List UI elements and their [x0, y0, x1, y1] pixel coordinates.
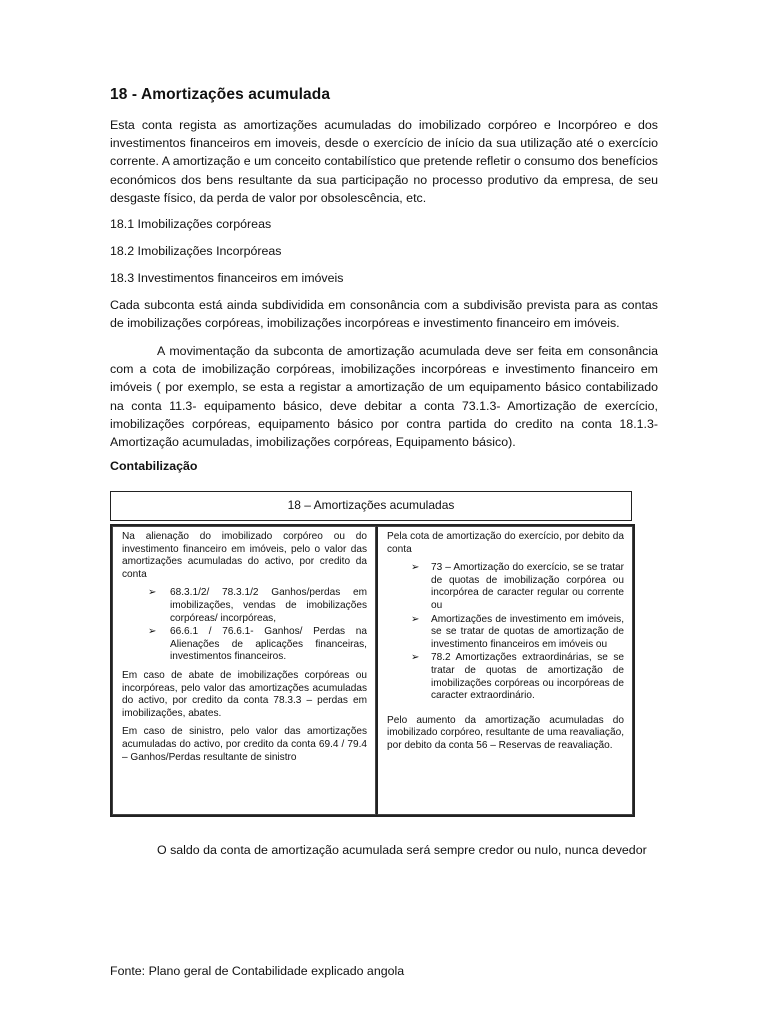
list-item	[122, 587, 367, 625]
left-bullet-list	[122, 587, 367, 664]
list-item	[387, 652, 624, 702]
right-intro-text: Pela cota de amortização do exercício, por debito da conta	[387, 531, 624, 555]
right-bullet-list	[387, 562, 624, 703]
section-heading: 18 - Amortizações acumulada	[110, 86, 331, 103]
subaccount-item: 18.3 Investimentos financeiros em imóveis	[110, 271, 344, 285]
bullet-text: 68.3.1/2/ 78.3.1/2 Ganhos/perdas em imobilizações, vendas de imobilizações corpóreas/ incorpóreas,	[170, 587, 367, 624]
right-reavaliacao-text: Pelo aumento da amortização acumuladas do imobilizado corpóreo, resultante de uma reavaliação, por debito da conta 56 – Reservas de reavaliação.	[387, 714, 624, 751]
list-item	[122, 626, 367, 664]
table-debit-column	[112, 526, 376, 815]
table-credit-column	[376, 526, 633, 815]
movement-paragraph: A movimentação da subconta de amortização acumulada deve ser feita em consonância com a cota de imobilização corpóreas, imobilizações incorpóreas e investimento financeiro em imóveis ( por exemplo, se esta a registar a amortização de um equipamento básico contabilizado na conta 11.3- equipamento básico, deve debitar a conta 73.1.3- Amortização de exercício, imobilizações corpóreas, equipamento básico por contra partida do credito na conta 18.1.3- Amortização acumuladas, imobilizações corpóreas, Equipamento básico).	[110, 344, 658, 450]
left-abate-text: Em caso de abate de imobilizações corpóreas ou incorpóreas, pelo valor das amortizações acumuladas do activo, por credito da conta 78.3.3 – perdas em imobilizações, abates.	[122, 669, 367, 719]
intro-paragraph: Esta conta regista as amortizações acumuladas do imobilizado corpóreo e Incorpóreo e dos investimentos financeiros em imoveis, desde o exercício de início da sua utilização até o exercício corrente. A amortização e um conceito contabilístico que pretende refletir o consumo dos benefícios económicos dos bens resultante da sua participação no processo produtivo da empresa, de seu desgaste físico, da perda de valor por obsolescência, etc.	[110, 118, 658, 205]
arrow-bullet-icon: ➢	[411, 562, 420, 574]
arrow-bullet-icon: ➢	[411, 613, 420, 625]
arrow-bullet-icon: ➢	[148, 587, 157, 599]
subdivision-paragraph: Cada subconta está ainda subdividida em consonância com a subdivisão prevista para as contas de imobilizações corpóreas, imobilizações incorpóreas e investimento financeiro em imóveis.	[110, 298, 658, 331]
list-item	[387, 562, 624, 612]
arrow-bullet-icon: ➢	[148, 626, 157, 638]
subaccount-item: 18.2 Imobilizações Incorpóreas	[110, 244, 282, 258]
subaccount-item: 18.1 Imobilizações corpóreas	[110, 217, 272, 231]
closing-paragraph: O saldo da conta de amortização acumulada será sempre credor ou nulo, nunca devedor	[157, 843, 647, 857]
list-item	[387, 614, 624, 652]
left-sinistro-text: Em caso de sinistro, pelo valor das amortizações acumuladas do activo, por credito da conta 69.4 / 79.4 – Ganhos/Perdas resultante de sinistro	[122, 726, 367, 763]
left-intro-text: Na alienação do imobilizado corpóreo ou do investimento financeiro em imóveis, pelo o valor das amortizações acumuladas do activo, por credito da conta	[122, 531, 367, 580]
contabilizacao-label: Contabilização	[110, 459, 198, 473]
bullet-text: Amortizações de investimento em imóveis, se se tratar de quotas de amortização de investimento financeiros em imóveis ou	[431, 613, 624, 650]
bullet-text: 66.6.1 / 76.6.1- Ganhos/ Perdas na Alienações de aplicações financeiras, investimentos financeiros.	[170, 626, 367, 663]
bullet-text: 78.2 Amortizações extraordinárias, se se tratar de quotas de amortização de imobilizações corpóreas ou incorpóreas de caracter extraordinário.	[431, 652, 624, 702]
source-footer: Fonte: Plano geral de Contabilidade explicado angola	[110, 964, 405, 978]
table-title: 18 – Amortizações acumuladas	[110, 491, 632, 521]
bullet-text: 73 – Amortização do exercício, se se tratar de quotas de imobilização corpórea ou incorpórea de caracter regular ou corrente ou	[431, 562, 624, 611]
arrow-bullet-icon: ➢	[411, 652, 420, 664]
